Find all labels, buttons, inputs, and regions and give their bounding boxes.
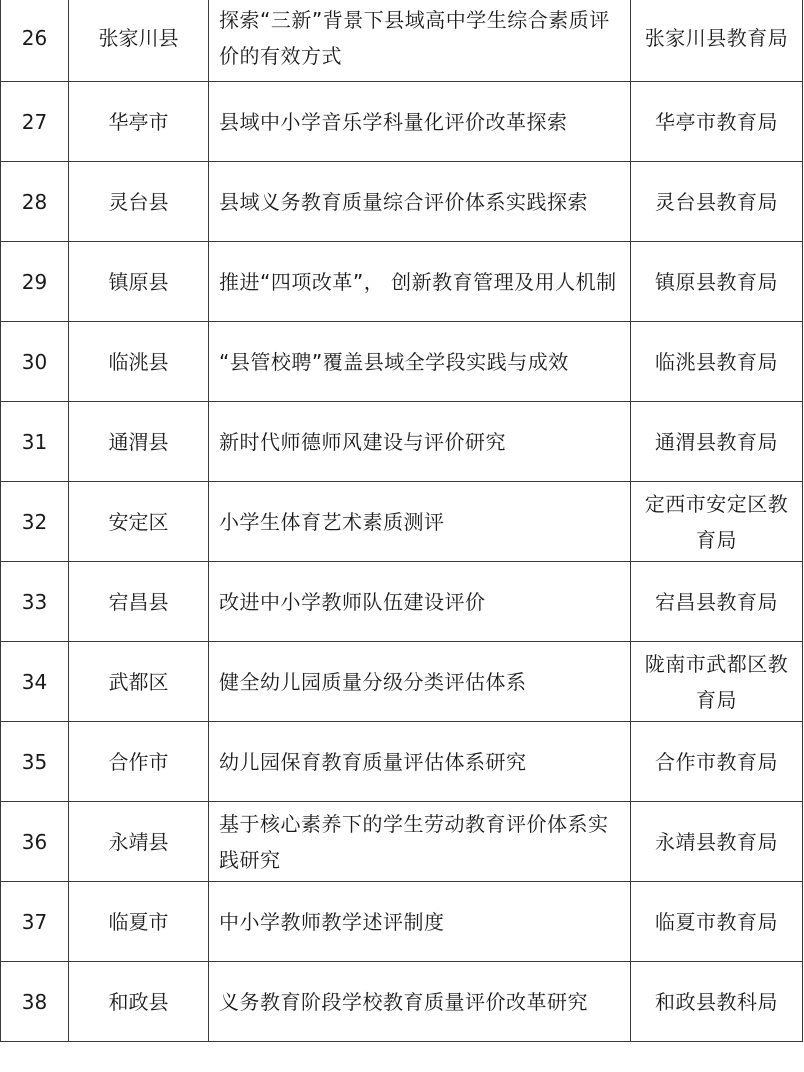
county-name: 宕昌县 [69, 562, 209, 642]
county-name: 华亭市 [69, 82, 209, 162]
row-number: 35 [1, 722, 69, 802]
county-name: 合作市 [69, 722, 209, 802]
project-title: 义务教育阶段学校教育质量评价改革研究 [209, 962, 631, 1042]
project-title: 改进中小学教师队伍建设评价 [209, 562, 631, 642]
county-name: 安定区 [69, 482, 209, 562]
project-title: 县域中小学音乐学科量化评价改革探索 [209, 82, 631, 162]
responsible-unit: 华亭市教育局 [631, 82, 803, 162]
responsible-unit: 陇南市武都区教育局 [631, 642, 803, 722]
county-name: 武都区 [69, 642, 209, 722]
responsible-unit: 临洮县教育局 [631, 322, 803, 402]
row-number: 30 [1, 322, 69, 402]
table-row [1, 882, 803, 962]
table-body [1, 0, 803, 1042]
project-title: 小学生体育艺术素质测评 [209, 482, 631, 562]
project-title: “县管校聘”覆盖县域全学段实践与成效 [209, 322, 631, 402]
responsible-unit: 宕昌县教育局 [631, 562, 803, 642]
table-row [1, 242, 803, 322]
county-name: 张家川县 [69, 0, 209, 82]
table-row [1, 482, 803, 562]
responsible-unit: 合作市教育局 [631, 722, 803, 802]
row-number: 33 [1, 562, 69, 642]
project-title: 探索“三新”背景下县域高中学生综合素质评价的有效方式 [209, 0, 631, 82]
row-number: 36 [1, 802, 69, 882]
county-name: 通渭县 [69, 402, 209, 482]
responsible-unit: 临夏市教育局 [631, 882, 803, 962]
row-number: 28 [1, 162, 69, 242]
table-row [1, 722, 803, 802]
project-title: 县域义务教育质量综合评价体系实践探索 [209, 162, 631, 242]
row-number: 26 [1, 0, 69, 82]
responsible-unit: 永靖县教育局 [631, 802, 803, 882]
responsible-unit: 和政县教科局 [631, 962, 803, 1042]
table-row [1, 82, 803, 162]
table-row [1, 322, 803, 402]
county-name: 灵台县 [69, 162, 209, 242]
project-title: 新时代师德师风建设与评价研究 [209, 402, 631, 482]
table-row [1, 642, 803, 722]
project-title: 幼儿园保育教育质量评估体系研究 [209, 722, 631, 802]
row-number: 27 [1, 82, 69, 162]
county-name: 永靖县 [69, 802, 209, 882]
responsible-unit: 张家川县教育局 [631, 0, 803, 82]
project-title: 中小学教师教学述评制度 [209, 882, 631, 962]
responsible-unit: 镇原县教育局 [631, 242, 803, 322]
county-name: 临洮县 [69, 322, 209, 402]
project-title: 基于核心素养下的学生劳动教育评价体系实践研究 [209, 802, 631, 882]
row-number: 38 [1, 962, 69, 1042]
project-title: 健全幼儿园质量分级分类评估体系 [209, 642, 631, 722]
row-number: 31 [1, 402, 69, 482]
county-name: 镇原县 [69, 242, 209, 322]
table-row [1, 162, 803, 242]
table-row [1, 0, 803, 82]
county-name: 临夏市 [69, 882, 209, 962]
project-title: 推进“四项改革”， 创新教育管理及用人机制 [209, 242, 631, 322]
row-number: 34 [1, 642, 69, 722]
responsible-unit: 通渭县教育局 [631, 402, 803, 482]
table-row [1, 962, 803, 1042]
row-number: 29 [1, 242, 69, 322]
table-row [1, 802, 803, 882]
table-row [1, 562, 803, 642]
row-number: 32 [1, 482, 69, 562]
responsible-unit: 灵台县教育局 [631, 162, 803, 242]
table-row [1, 402, 803, 482]
county-name: 和政县 [69, 962, 209, 1042]
row-number: 37 [1, 882, 69, 962]
responsible-unit: 定西市安定区教育局 [631, 482, 803, 562]
